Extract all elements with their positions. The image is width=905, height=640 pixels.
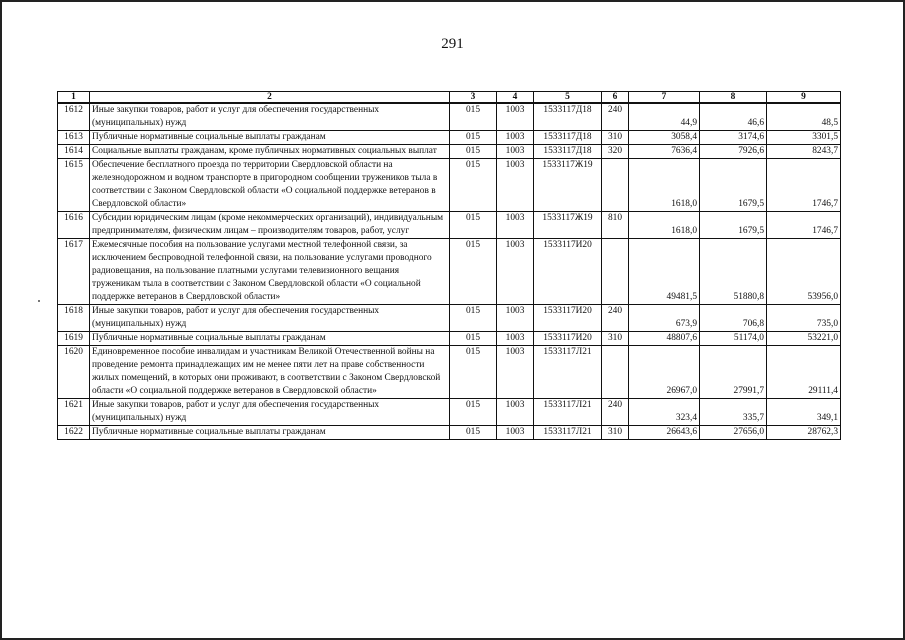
amount-year-3: 735,0 — [767, 305, 841, 332]
column-header: 3 — [450, 92, 497, 104]
ministry-code: 015 — [450, 239, 497, 305]
ministry-code: 015 — [450, 145, 497, 159]
table-body — [58, 103, 841, 440]
target-article-code: 1533117Д18 — [534, 145, 602, 159]
expense-type-code: 320 — [602, 145, 629, 159]
row-number: 1613 — [58, 131, 90, 145]
row-number: 1617 — [58, 239, 90, 305]
section-code: 1003 — [497, 239, 534, 305]
section-code: 1003 — [497, 159, 534, 212]
expense-name: Социальные выплаты гражданам, кроме публичных нормативных социальных выплат — [90, 145, 450, 159]
row-number: 1616 — [58, 212, 90, 239]
amount-year-1: 26967,0 — [629, 346, 700, 399]
column-header: 5 — [534, 92, 602, 104]
expense-name: Публичные нормативные социальные выплаты гражданам — [90, 332, 450, 346]
amount-year-3: 48,5 — [767, 103, 841, 131]
section-code: 1003 — [497, 426, 534, 440]
amount-year-1: 26643,6 — [629, 426, 700, 440]
row-number: 1612 — [58, 103, 90, 131]
table-row — [58, 131, 841, 145]
amount-year-1: 49481,5 — [629, 239, 700, 305]
expense-type-code — [602, 239, 629, 305]
expense-name: Публичные нормативные социальные выплаты гражданам — [90, 131, 450, 145]
amount-year-1: 1618,0 — [629, 159, 700, 212]
target-article-code: 1533117Ж19 — [534, 159, 602, 212]
amount-year-2: 706,8 — [700, 305, 767, 332]
expense-type-code — [602, 346, 629, 399]
header-row — [58, 92, 841, 104]
target-article-code: 1533117Д18 — [534, 131, 602, 145]
page-number: 291 — [441, 36, 464, 52]
table-row — [58, 159, 841, 212]
table-row — [58, 305, 841, 332]
ministry-code: 015 — [450, 305, 497, 332]
expense-type-code — [602, 159, 629, 212]
ministry-code: 015 — [450, 426, 497, 440]
target-article-code: 1533117И20 — [534, 305, 602, 332]
table-row — [58, 145, 841, 159]
target-article-code: 1533117Л21 — [534, 426, 602, 440]
ministry-code: 015 — [450, 159, 497, 212]
row-number: 1615 — [58, 159, 90, 212]
row-number: 1614 — [58, 145, 90, 159]
section-code: 1003 — [497, 332, 534, 346]
expense-type-code: 810 — [602, 212, 629, 239]
amount-year-1: 44,9 — [629, 103, 700, 131]
amount-year-3: 8243,7 — [767, 145, 841, 159]
amount-year-2: 3174,6 — [700, 131, 767, 145]
expense-name: Публичные нормативные социальные выплаты гражданам — [90, 426, 450, 440]
column-header: 6 — [602, 92, 629, 104]
section-code: 1003 — [497, 131, 534, 145]
row-number: 1621 — [58, 399, 90, 426]
expense-type-code: 310 — [602, 131, 629, 145]
table-row — [58, 103, 841, 131]
amount-year-3: 1746,7 — [767, 159, 841, 212]
section-code: 1003 — [497, 103, 534, 131]
amount-year-1: 3058,4 — [629, 131, 700, 145]
row-number: 1620 — [58, 346, 90, 399]
amount-year-2: 27991,7 — [700, 346, 767, 399]
amount-year-2: 335,7 — [700, 399, 767, 426]
amount-year-3: 29111,4 — [767, 346, 841, 399]
expense-type-code: 310 — [602, 426, 629, 440]
expense-type-code: 240 — [602, 399, 629, 426]
amount-year-1: 7636,4 — [629, 145, 700, 159]
budget-table — [57, 91, 841, 440]
target-article-code: 1533117Ж19 — [534, 212, 602, 239]
amount-year-3: 28762,3 — [767, 426, 841, 440]
expense-name: Обеспечение бесплатного проезда по территории Свердловской области на железнодорожном и водном транспорте в пригородном сообщении тружеников тыла в соответствии с Законом Свердловской области «О социальной поддержке ветеранов в Свердловской области» — [90, 159, 450, 212]
scan-speck — [38, 300, 40, 302]
expense-name: Субсидии юридическим лицам (кроме некоммерческих организаций), индивидуальным предпринимателям, физическим лицам – производителям товаров, работ, услуг — [90, 212, 450, 239]
amount-year-1: 323,4 — [629, 399, 700, 426]
column-header: 8 — [700, 92, 767, 104]
table-row — [58, 399, 841, 426]
target-article-code: 1533117И20 — [534, 239, 602, 305]
section-code: 1003 — [497, 399, 534, 426]
expense-name: Иные закупки товаров, работ и услуг для обеспечения государственных (муниципальных) нужд — [90, 305, 450, 332]
expense-type-code: 310 — [602, 332, 629, 346]
ministry-code: 015 — [450, 346, 497, 399]
amount-year-2: 51880,8 — [700, 239, 767, 305]
amount-year-2: 51174,0 — [700, 332, 767, 346]
column-header: 9 — [767, 92, 841, 104]
amount-year-3: 1746,7 — [767, 212, 841, 239]
amount-year-2: 27656,0 — [700, 426, 767, 440]
amount-year-2: 7926,6 — [700, 145, 767, 159]
row-number: 1622 — [58, 426, 90, 440]
section-code: 1003 — [497, 305, 534, 332]
column-header: 4 — [497, 92, 534, 104]
expense-name: Иные закупки товаров, работ и услуг для обеспечения государственных (муниципальных) нужд — [90, 103, 450, 131]
ministry-code: 015 — [450, 103, 497, 131]
section-code: 1003 — [497, 346, 534, 399]
amount-year-3: 349,1 — [767, 399, 841, 426]
target-article-code: 1533117Л21 — [534, 346, 602, 399]
table-row — [58, 239, 841, 305]
expense-name: Иные закупки товаров, работ и услуг для обеспечения государственных (муниципальных) нужд — [90, 399, 450, 426]
table-row — [58, 346, 841, 399]
amount-year-3: 3301,5 — [767, 131, 841, 145]
ministry-code: 015 — [450, 131, 497, 145]
column-header: 2 — [90, 92, 450, 104]
section-code: 1003 — [497, 145, 534, 159]
column-header: 7 — [629, 92, 700, 104]
ministry-code: 015 — [450, 399, 497, 426]
ministry-code: 015 — [450, 212, 497, 239]
amount-year-1: 1618,0 — [629, 212, 700, 239]
target-article-code: 1533117Д18 — [534, 103, 602, 131]
amount-year-2: 1679,5 — [700, 159, 767, 212]
table-row — [58, 426, 841, 440]
target-article-code: 1533117Л21 — [534, 399, 602, 426]
amount-year-2: 46,6 — [700, 103, 767, 131]
amount-year-3: 53956,0 — [767, 239, 841, 305]
table-row — [58, 212, 841, 239]
row-number: 1619 — [58, 332, 90, 346]
section-code: 1003 — [497, 212, 534, 239]
table-row — [58, 332, 841, 346]
target-article-code: 1533117И20 — [534, 332, 602, 346]
amount-year-1: 48807,6 — [629, 332, 700, 346]
column-header: 1 — [58, 92, 90, 104]
expense-type-code: 240 — [602, 103, 629, 131]
amount-year-2: 1679,5 — [700, 212, 767, 239]
expense-name: Единовременное пособие инвалидам и участникам Великой Отечественной войны на проведение ремонта принадлежащих им не менее пяти лет на праве собственности жилых помещений, в которых они проживают, в соответствии с Законом Свердловской области «О социальной поддержке ветеранов в Свердловской области» — [90, 346, 450, 399]
ministry-code: 015 — [450, 332, 497, 346]
row-number: 1618 — [58, 305, 90, 332]
amount-year-1: 673,9 — [629, 305, 700, 332]
amount-year-3: 53221,0 — [767, 332, 841, 346]
expense-name: Ежемесячные пособия на пользование услугами местной телефонной связи, за исключением беспроводной телефонной связи, на пользование услугами проводного радиовещания, на пользование платными услугами телевизионного вещания труженикам тыла в соответствии с Законом Свердловской области «О социальной поддержке ветеранов в Свердловской области» — [90, 239, 450, 305]
expense-type-code: 240 — [602, 305, 629, 332]
